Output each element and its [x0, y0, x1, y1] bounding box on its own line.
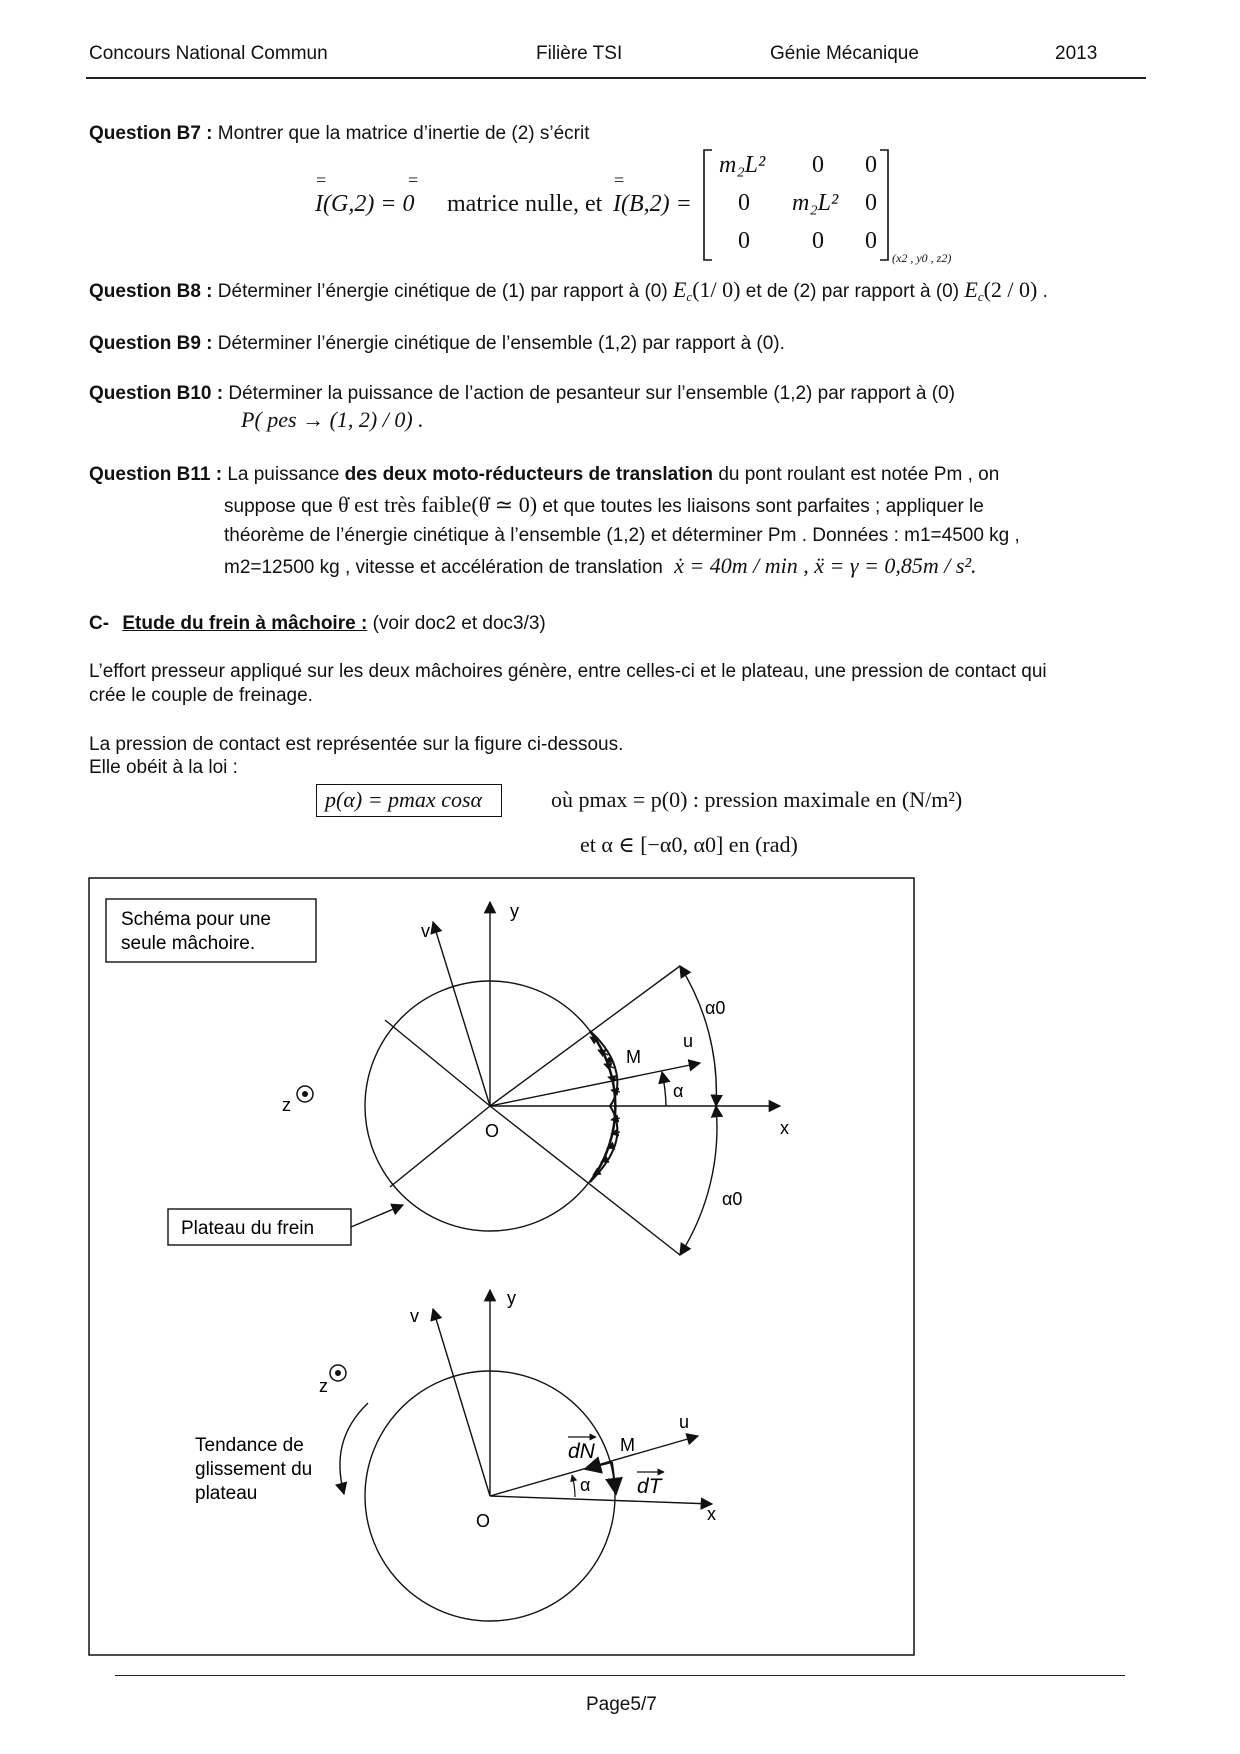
bottom-v-axis [433, 1309, 490, 1496]
question-b11-t2a: suppose que [224, 496, 333, 517]
question-b11-t4math: ẋ = 40m / min , ẍ = γ = 0,85m / s². [674, 553, 977, 578]
question-b8-text2: et de (2) par rapport à (0) [745, 281, 960, 302]
bottom-alpha-arc [572, 1475, 575, 1497]
jaw-line-upper [385, 1020, 490, 1106]
pressure-law-desc2: et α ∈ [−α0, α0] en (rad) [580, 832, 798, 857]
bottom-label-u: u [679, 1412, 690, 1432]
b7-eq-mid: matrice nulle, et [447, 191, 603, 217]
pressure-law-desc1: où pmax = p(0) : pression maximale en (N/m²) [551, 787, 963, 812]
question-b10-label: Question B10 : [89, 383, 224, 404]
question-b8-ec2: (2 / 0) [983, 277, 1038, 302]
point-m [607, 1057, 613, 1063]
label-alpha0-bottom: α0 [722, 1189, 743, 1209]
alpha0-arc-bottom [680, 1106, 717, 1255]
section-c-p2a: La pression de contact est représentée sur la figure ci-dessous. [89, 734, 624, 755]
alpha-arc [662, 1072, 666, 1106]
matrix-a11: m₂L² [719, 152, 766, 178]
header-year: 2013 [1055, 43, 1098, 64]
question-b10-formula: P( pes → (1, 2) / 0) . [241, 407, 424, 432]
label-o: O [485, 1121, 500, 1141]
section-c-p1a: L’effort presseur appliqué sur les deux mâchoires génère, entre celles-ci et le plateau, une pression de contact qui [89, 661, 1047, 682]
question-b8-label: Question B8 : [89, 281, 213, 302]
question-b11-t1b: des deux moto-réducteurs de translation [344, 464, 714, 485]
question-b7-text: Montrer que la matrice d’inertie de (2) s’écrit [217, 123, 590, 144]
page-number: Page5/7 [586, 1694, 657, 1715]
matrix-a21: 0 [738, 190, 750, 216]
question-b7-label: Question B7 : [89, 123, 213, 144]
pressure-law-box: p(α) = pmax cosα [316, 784, 502, 817]
b7-eq-left: I(G,2) = 0 [315, 191, 415, 217]
label-y: y [510, 901, 519, 921]
section-c-p1b: crée le couple de freinage. [89, 685, 313, 706]
header-subject: Génie Mécanique [770, 43, 919, 64]
bottom-z-dot [335, 1370, 341, 1376]
label-m: M [626, 1047, 641, 1067]
header-filiere: Filière TSI [536, 43, 623, 64]
dn-vector [585, 1462, 612, 1469]
bottom-x-axis [490, 1496, 712, 1504]
bottom-label-v: v [410, 1306, 419, 1326]
label-dt: dT [637, 1475, 662, 1498]
label-v: v [421, 921, 430, 941]
question-b8-text1: Déterminer l’énergie cinétique de (1) par rapport à (0) [217, 281, 668, 302]
sliding-tendency-arrow [340, 1403, 368, 1494]
tensor-mark-2: = [408, 170, 419, 190]
header-contest: Concours National Commun [89, 43, 328, 64]
v-axis [433, 922, 490, 1106]
question-b8-end: . [1042, 281, 1048, 302]
label-u: u [683, 1031, 694, 1051]
bottom-label-alpha: α [580, 1475, 591, 1495]
u-axis [490, 1063, 700, 1106]
label-z: z [282, 1095, 291, 1115]
matrix-a13: 0 [865, 152, 877, 178]
ec-symbol-1: $E_c$ [672, 277, 693, 304]
matrix-a32: 0 [812, 228, 824, 254]
bottom-label-x: x [707, 1504, 716, 1524]
question-b9-text: Déterminer l’énergie cinétique de l’ensemble (1,2) par rapport à (0). [217, 333, 785, 354]
dt-vector [612, 1462, 616, 1494]
schema-caption-line1: Schéma pour une [121, 909, 271, 930]
plateau-pointer-arrow [351, 1205, 403, 1227]
question-b8-ec1: (1/ 0) [692, 277, 741, 302]
matrix-a12: 0 [812, 152, 824, 178]
tendance-line3: plateau [195, 1483, 258, 1504]
section-c-p2b: Elle obéit à la loi : [89, 757, 238, 778]
bottom-label-y: y [507, 1288, 516, 1308]
bottom-label-o: O [476, 1511, 491, 1531]
schema-caption-line2: seule mâchoire. [121, 933, 256, 954]
question-b11-label: Question B11 : [89, 464, 223, 485]
label-alpha: α [673, 1081, 684, 1101]
tendance-line2: glissement du [195, 1459, 313, 1480]
tensor-mark-3: = [614, 170, 625, 190]
question-b11-t1c: du pont roulant est notée Pm , on [718, 464, 1000, 485]
tendance-line1: Tendance de [195, 1435, 304, 1456]
question-b11-t2b: et que toutes les liaisons sont parfaites ; appliquer le [542, 496, 984, 517]
alpha0-limit-bottom [490, 1106, 680, 1255]
matrix-basis: (x2 , y0 , z2) [892, 251, 952, 265]
label-x: x [780, 1118, 789, 1138]
matrix-a23: 0 [865, 190, 877, 216]
question-b10-text: Déterminer la puissance de l’action de pesanteur sur l’ensemble (1,2) par rapport à (0) [228, 383, 955, 404]
question-b11-t3: théorème de l’énergie cinétique à l’ensemble (1,2) et déterminer Pm . Données : m1=4500 kg , [224, 525, 1020, 546]
b7-eq-right: I(B,2) = [613, 191, 692, 217]
question-b11-t1: La puissance [227, 464, 340, 485]
section-c-prefix: C- [89, 613, 110, 634]
question-b11-t2math: θ̇ est très faible(θ̇ ≃ 0) [338, 492, 538, 517]
question-b11-t4: m2=12500 kg , vitesse et accélération de translation [224, 557, 663, 578]
matrix-a33: 0 [865, 228, 877, 254]
figure-frame [89, 878, 914, 1655]
section-c-ref: (voir doc2 et doc3/3) [372, 613, 546, 634]
label-dn: dN [568, 1440, 595, 1463]
matrix-a22: m₂L² [792, 190, 839, 216]
ec-symbol-2: $E_c$ [964, 277, 984, 304]
alpha0-limit-top [490, 966, 680, 1106]
z-axis-dot [302, 1091, 308, 1097]
question-b9-label: Question B9 : [89, 333, 213, 354]
footer-rule [115, 1675, 1125, 1676]
jaw-line-lower [390, 1106, 490, 1187]
tensor-mark-1: = [316, 170, 327, 190]
bottom-label-m: M [620, 1435, 635, 1455]
bottom-label-z: z [319, 1376, 328, 1396]
label-alpha0-top: α0 [705, 998, 726, 1018]
plateau-label: Plateau du frein [181, 1218, 315, 1239]
matrix-a31: 0 [738, 228, 750, 254]
section-c-title: Etude du frein à mâchoire : [122, 613, 368, 634]
